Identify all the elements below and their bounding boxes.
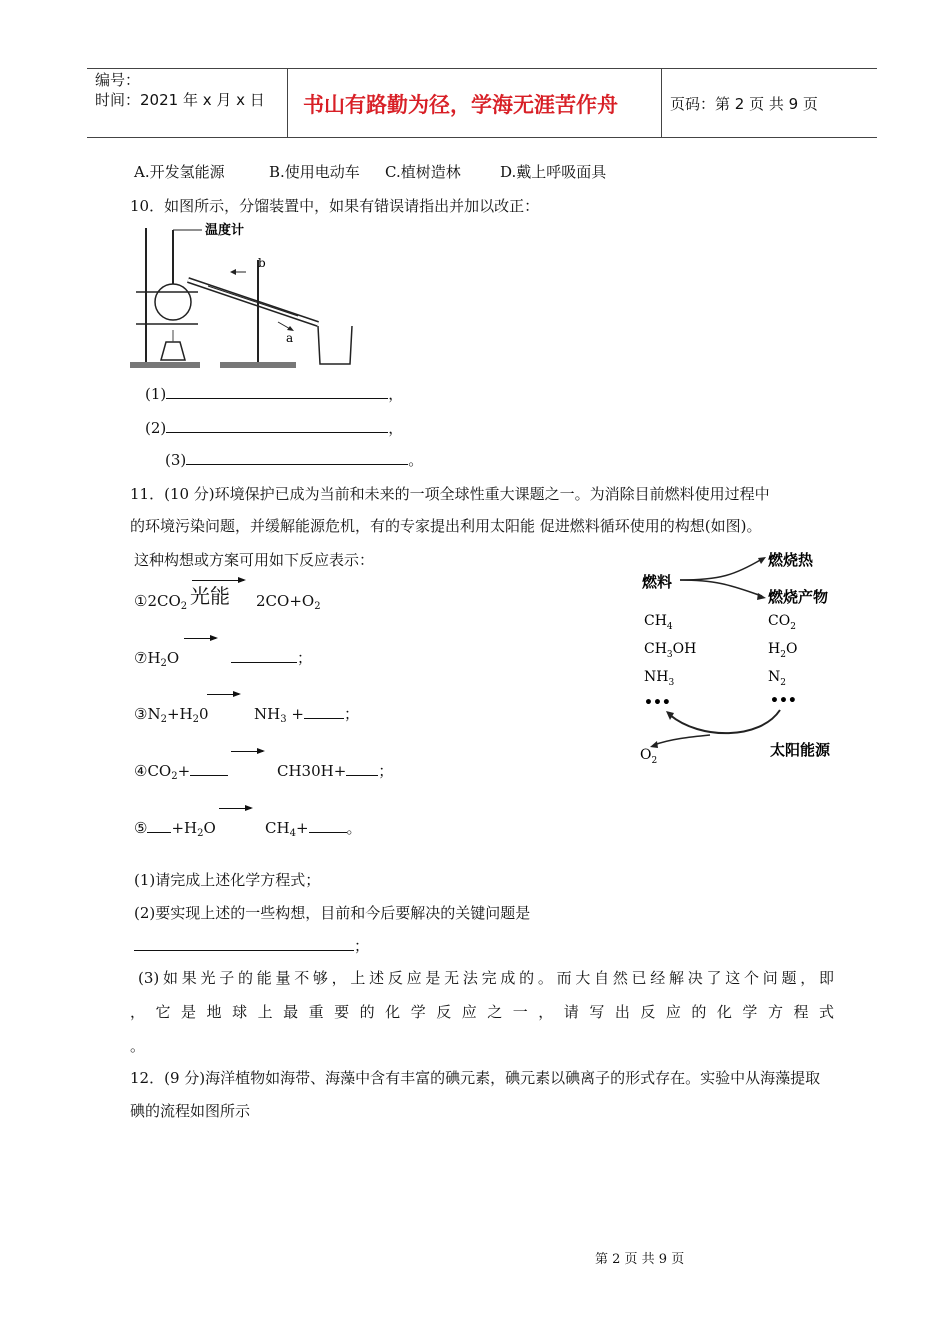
reaction-1-product: $2CO+O_2$ bbox=[256, 592, 321, 612]
reaction-arrow bbox=[207, 694, 239, 695]
q10-blank-1: (1) ， bbox=[145, 385, 404, 403]
q10-stem: 10．如图所示，分馏装置中，如果有错误请指出并加以改正： bbox=[130, 197, 540, 215]
option-b: B.使用电动车 bbox=[269, 163, 360, 181]
reaction-arrow bbox=[219, 808, 251, 809]
reaction-1: $①2CO_2$ bbox=[134, 592, 188, 612]
reaction-arrow bbox=[184, 638, 216, 639]
fuel-label: 燃料 bbox=[642, 573, 673, 591]
header-time: 时间：2021 年 x 月 x 日 bbox=[95, 91, 265, 109]
reaction-5: ⑤ $+H_2O$ bbox=[134, 819, 216, 839]
reaction-3-product: $NH_3$ + ； bbox=[254, 705, 359, 725]
reaction-5-product: $CH_4+$ 。 bbox=[265, 819, 362, 839]
reaction-3: $③N_2+H_20$ bbox=[134, 705, 209, 725]
svg-text:NH3: $NH_3$ bbox=[644, 669, 675, 688]
answer-line[interactable] bbox=[186, 450, 408, 465]
solar-label: 太阳能源 bbox=[770, 741, 831, 759]
svg-text:N2: $N_2$ bbox=[768, 669, 786, 688]
q12-line-1: 12．(9 分)海洋植物如海带、海藻中含有丰富的碘元素，碘元素以碘离子的形式存在。实验中从海藻提取 bbox=[130, 1069, 821, 1087]
q11-line-3: 这种构想或方案可用如下反应表示： bbox=[134, 551, 375, 569]
header-divider bbox=[661, 69, 662, 137]
q10-blank-2: (2) ， bbox=[145, 419, 404, 437]
reaction-arrow bbox=[231, 751, 263, 752]
page-footer: 第 2 页 共 9 页 bbox=[595, 1252, 685, 1267]
q12-line-2: 碘的流程如图所示 bbox=[130, 1102, 251, 1120]
label-b: b bbox=[258, 256, 266, 270]
q11-sub-1: (1)请完成上述化学方程式； bbox=[134, 871, 321, 889]
svg-text:•••: ••• bbox=[644, 695, 671, 711]
option-d: D.戴上呼吸面具 bbox=[500, 163, 607, 181]
fuel-cycle-diagram bbox=[630, 545, 845, 765]
reaction-1-condition: 光能 bbox=[190, 584, 230, 608]
option-c: C.植树造林 bbox=[385, 163, 461, 181]
answer-line[interactable] bbox=[346, 761, 378, 776]
reaction-2-product: ； bbox=[231, 648, 312, 668]
reaction-4-product: CH30H+ ； bbox=[277, 762, 394, 780]
distillation-apparatus-figure bbox=[128, 220, 358, 370]
answer-line[interactable] bbox=[166, 418, 388, 433]
q11-line-2: 的环境污染问题，并缓解能源危机，有的专家提出利用太阳能 促进燃料循环使用的构想(如图)。 bbox=[130, 517, 762, 535]
q11-line-1: 11．(10 分)环境保护已成为当前和未来的一项全球性重大课题之一。为消除目前燃料使用过程中 bbox=[130, 485, 770, 503]
heat-label: 燃烧热 bbox=[768, 551, 814, 569]
reaction-arrow bbox=[192, 580, 244, 581]
answer-line[interactable] bbox=[190, 761, 228, 776]
option-a: A.开发氢能源 bbox=[134, 163, 225, 181]
reaction-2: $⑦H_2O$ bbox=[134, 649, 180, 669]
thermometer-label: 温度计 bbox=[205, 223, 245, 238]
q11-sub-3-line-1: (3)如果光子的能量不够，上述反应是无法完成的。而大自然已经解决了这个问题，即 bbox=[138, 969, 834, 987]
answer-line[interactable] bbox=[166, 384, 388, 399]
header-divider bbox=[287, 69, 288, 137]
products-label: 燃烧产物 bbox=[768, 588, 829, 606]
svg-text:CH4: $CH_4$ bbox=[644, 613, 673, 632]
label-a: a bbox=[286, 331, 294, 345]
q11-sub-2-answer: ； bbox=[134, 936, 369, 956]
svg-text:•••: ••• bbox=[770, 693, 797, 709]
header-page-info: 页码：第 2 页 共 9 页 bbox=[670, 95, 818, 113]
answer-line[interactable] bbox=[304, 704, 344, 719]
svg-text:CH3OH: $CH_3OH$ bbox=[644, 641, 697, 660]
header-motto: 书山有路勤为径，学海无涯苦作舟 bbox=[303, 93, 618, 117]
answer-line[interactable] bbox=[134, 936, 354, 951]
q10-blank-3: (3) 。 bbox=[165, 451, 424, 469]
q11-sub-3-line-3: 。 bbox=[130, 1037, 146, 1055]
svg-text:CO2: $CO_2$ bbox=[768, 613, 796, 632]
q11-sub-2: (2)要实现上述的一些构想，目前和今后要解决的关键问题是 bbox=[134, 904, 531, 922]
header-number: 编号： bbox=[95, 71, 141, 89]
reaction-4: $④CO_2+$ bbox=[134, 761, 228, 781]
svg-text:H2O: $H_2O$ bbox=[768, 641, 798, 660]
answer-line[interactable] bbox=[231, 648, 297, 663]
svg-text:O2: $O_2$ bbox=[640, 747, 658, 765]
q11-sub-3-line-2: ，它是地球上最重要的化学反应之一，请写出反应的化学方程式 bbox=[130, 1003, 834, 1021]
answer-line[interactable] bbox=[309, 818, 347, 833]
answer-line[interactable] bbox=[147, 818, 171, 833]
